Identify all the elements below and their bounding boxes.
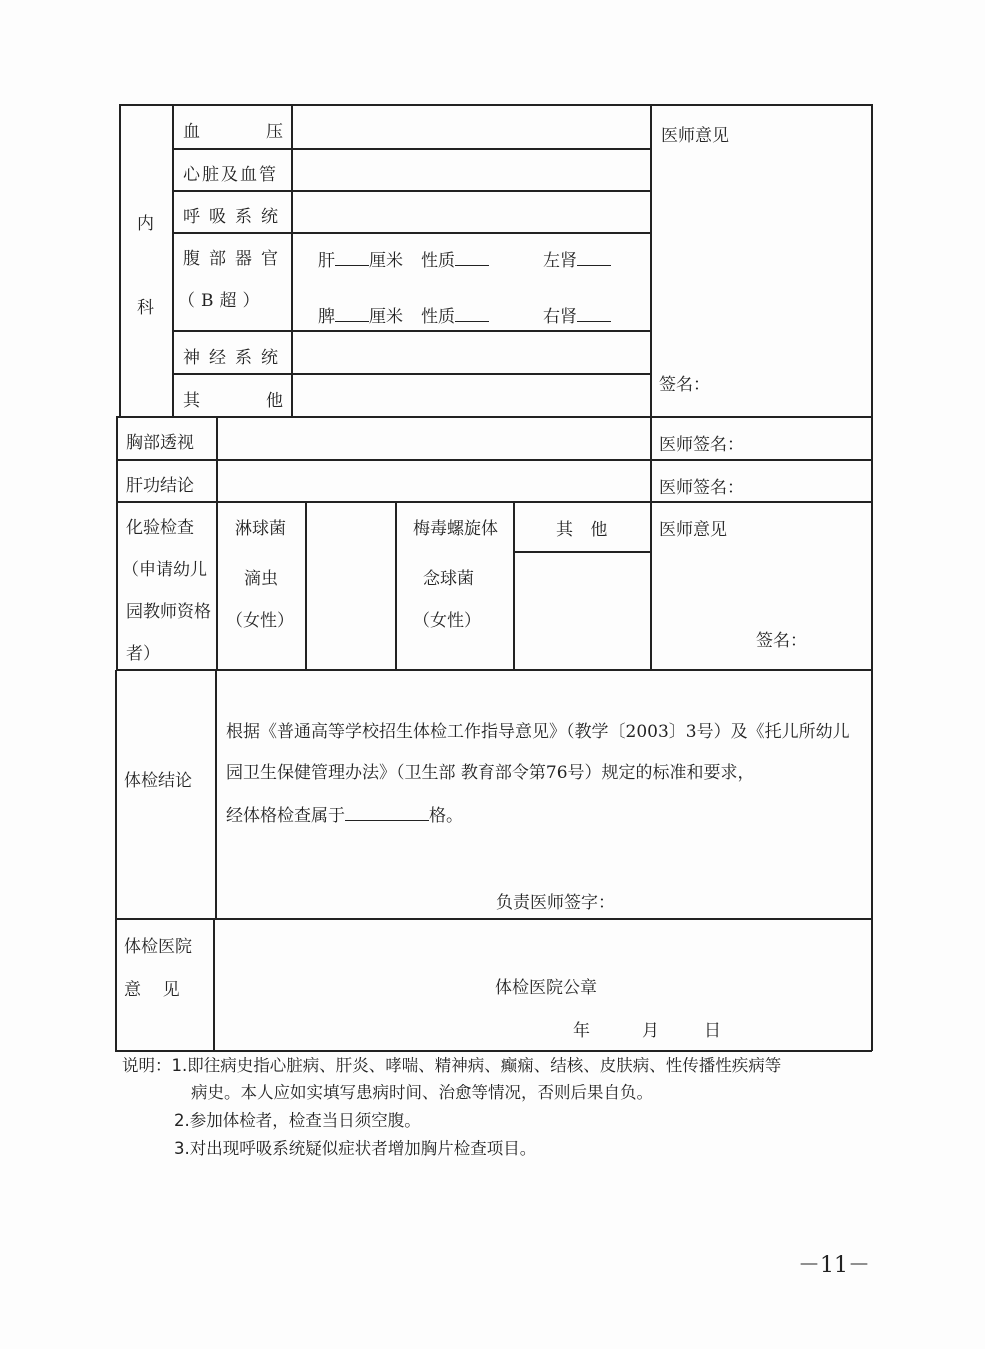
- gonococcus-label: 淋球菌: [235, 519, 286, 539]
- date-month: 月: [642, 1021, 659, 1041]
- chest-doctor-sign: 医师签名：: [659, 435, 744, 455]
- trichomonas-field[interactable]: [307, 553, 394, 668]
- lab-other-field[interactable]: [515, 553, 649, 668]
- left-kidney: [543, 249, 611, 271]
- hospital-label-line2: 意 见: [124, 980, 180, 1000]
- female-note-1: （女性）: [226, 611, 294, 631]
- lab-doctor-opinion: 医师意见: [659, 520, 727, 540]
- grade-blank[interactable]: [345, 804, 429, 821]
- spleen-nature-label: 性质: [421, 307, 455, 327]
- other-label-b: 他: [266, 391, 283, 411]
- note-1-line1: 说明：1.即往病史指心脏病、肝炎、哮喘、精神病、癫痫、结核、皮肤病、性传播性疾病等: [122, 1056, 782, 1075]
- left-kidney-blank[interactable]: [577, 249, 611, 266]
- dept-label-char1: 内: [137, 214, 154, 234]
- lab-label-line3: 园教师资格: [126, 602, 211, 622]
- liver-function-doctor-sign: 医师签名：: [659, 478, 744, 498]
- conclusion-text-line1: 根据《普通高等学校招生体检工作指导意见》（教学〔2003〕3号）及《托儿所幼儿: [226, 722, 850, 742]
- lab-label-line1: 化验检查: [126, 518, 194, 538]
- note-2: 2.参加体检者，检查当日须空腹。: [174, 1111, 421, 1130]
- liver-label: 肝: [318, 251, 335, 271]
- note-1-line2: 病史。本人应如实填写患病时间、治愈等情况，否则后果自负。: [191, 1083, 653, 1102]
- bp-label-a: 血: [183, 122, 200, 142]
- liver-function-label: 肝功结论: [126, 476, 194, 496]
- female-note-2: （女性）: [413, 611, 481, 631]
- date-year: 年: [573, 1021, 590, 1041]
- internal-doctor-opinion: 医师意见: [661, 126, 729, 146]
- right-kidney-label: 右肾: [543, 307, 577, 327]
- resp-field[interactable]: [293, 192, 649, 231]
- lab-other-label: 其 他: [556, 520, 614, 540]
- hospital-seal: 体检医院公章: [495, 978, 597, 998]
- lab-label-line4: 者）: [126, 644, 160, 664]
- chest-field[interactable]: [218, 418, 649, 458]
- conclusion-text-line3: [226, 804, 463, 826]
- gonococcus-field[interactable]: [307, 503, 394, 551]
- spleen-unit: 厘米: [369, 307, 403, 327]
- note-3: 3.对出现呼吸系统疑似症状者增加胸片检查项目。: [174, 1139, 537, 1158]
- dept-label-char2: 科: [137, 298, 154, 318]
- neuro-field[interactable]: [293, 332, 649, 372]
- resp-label: 呼吸系统: [183, 207, 287, 227]
- conclusion-prefix: 经体格检查属于: [226, 806, 345, 826]
- liver-unit: 厘米: [369, 251, 403, 271]
- lab-sign: 签名：: [756, 631, 807, 651]
- liver-function-field[interactable]: [218, 461, 649, 500]
- heart-field[interactable]: [293, 150, 649, 189]
- spleen-nature-blank[interactable]: [455, 305, 489, 322]
- spleen-row: [318, 305, 489, 327]
- abdomen-label: 腹部器官: [183, 249, 287, 269]
- conclusion-label: 体检结论: [124, 771, 192, 791]
- heart-label: 心脏及血管: [183, 165, 278, 185]
- liver-row: [318, 249, 489, 271]
- liver-nature-blank[interactable]: [455, 249, 489, 266]
- lab-label-line2: （申请幼儿: [122, 560, 207, 580]
- conclusion-text-line2: 园卫生保健管理办法》（卫生部 教育部令第76号）规定的标准和要求，: [226, 763, 755, 783]
- internal-sign: 签名：: [659, 375, 710, 395]
- spleen-label: 脾: [318, 307, 335, 327]
- page-number: －11－: [798, 1253, 870, 1278]
- right-kidney-blank[interactable]: [577, 305, 611, 322]
- abdomen-sublabel: （B超）: [178, 291, 266, 311]
- candida-label: 念球菌: [423, 569, 474, 589]
- other-field[interactable]: [293, 375, 649, 415]
- liver-size-blank[interactable]: [335, 249, 369, 266]
- conclusion-suffix: 格。: [429, 806, 463, 826]
- chest-label: 胸部透视: [126, 433, 194, 453]
- liver-nature-label: 性质: [421, 251, 455, 271]
- bp-field[interactable]: [293, 106, 649, 147]
- date-day: 日: [704, 1021, 721, 1041]
- hospital-label-line1: 体检医院: [124, 937, 192, 957]
- neuro-label: 神经系统: [183, 348, 287, 368]
- bp-label-b: 压: [266, 122, 283, 142]
- other-label-a: 其: [183, 391, 200, 411]
- spleen-size-blank[interactable]: [335, 305, 369, 322]
- left-kidney-label: 左肾: [543, 251, 577, 271]
- syphilis-label: 梅毒螺旋体: [413, 519, 498, 539]
- trichomonas-label: 滴虫: [244, 569, 278, 589]
- right-kidney: [543, 305, 611, 327]
- responsible-doctor-sign: 负责医师签字：: [496, 893, 615, 913]
